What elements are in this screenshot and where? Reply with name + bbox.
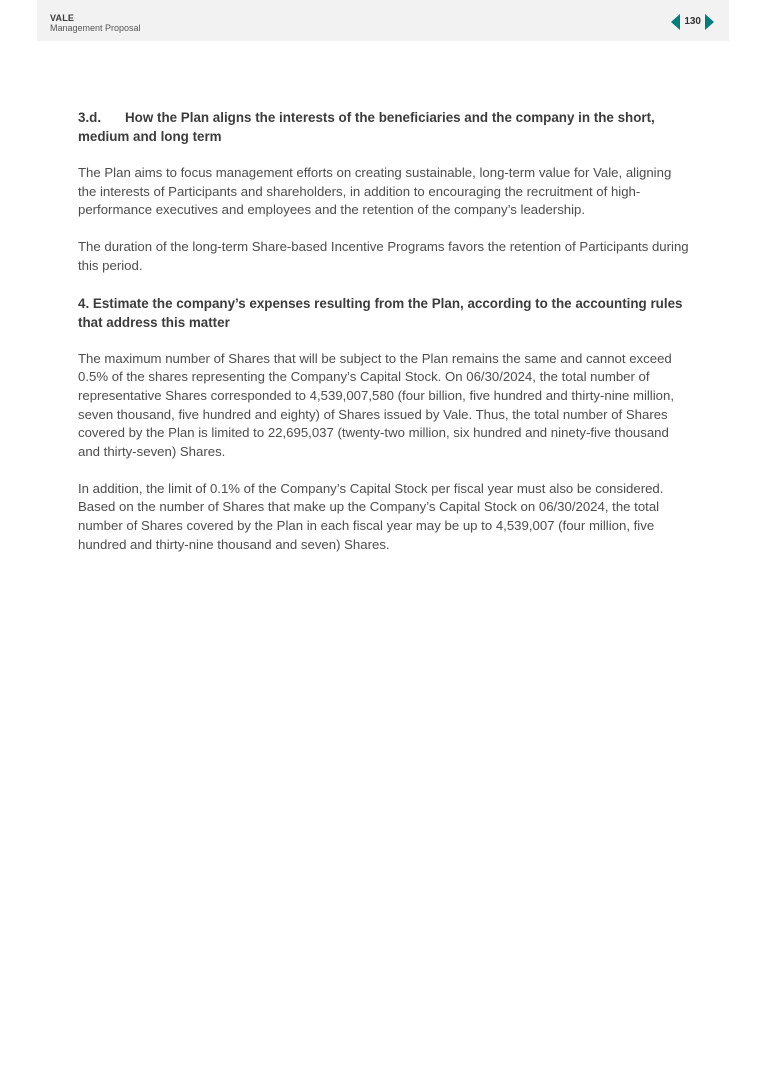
page-navigator (671, 14, 714, 30)
section-3d-title: How the Plan aligns the interests of the beneficiaries and the company in the short, medium and long term (78, 110, 655, 144)
paragraph: The Plan aims to focus management efforts on creating sustainable, long-term value for Vale, aligning the interests of Participants and shareholders, in addition to encouraging the recruitment of high-performance executives and employees and the retention of the company’s leadership. (78, 165, 672, 218)
paragraph: The duration of the long-term Share-based Incentive Programs favors the retention of Participants during this period. (78, 239, 689, 273)
brand-name: VALE (50, 13, 75, 23)
paragraph: The maximum number of Shares that will be subject to the Plan remains the same and cannot exceed 0.5% of the shares representing the Company’s Capital Stock. On 06/30/2024, the total number of representative Shares corresponded to 4,539,007,580 (four billion, five hundred and thirty-nine million, seven thousand, five hundred and eighty) of Shares issued by Vale. Thus, the total number of Shares covered by the Plan is limited to 22,695,037 (twenty-two million, six hundred and ninety-five thousand and thirty-seven) Shares. (78, 350, 674, 460)
next-page-icon[interactable] (705, 14, 714, 30)
page-header (37, 0, 729, 41)
previous-page-icon[interactable] (671, 14, 680, 30)
section-4-heading: 4. Estimate the company’s expenses resulting from the Plan, according to the accounting rules that address this matter (78, 295, 683, 330)
page-number: 130 (684, 16, 701, 27)
section-3d-number: 3.d. (78, 110, 102, 125)
document-body (78, 108, 690, 573)
document-subtitle: Management Proposal (50, 23, 141, 33)
paragraph: In addition, the limit of 0.1% of the Company’s Capital Stock per fiscal year must also be considered. Based on the number of Shares that make up the Company’s Capital Stock on 06/30/2024, the total number of Shares covered by the Plan in each fiscal year may be up to 4,539,007 (four million, five hundred and thirty-nine thousand and seven) Shares. (78, 480, 664, 552)
section-3d-heading (78, 108, 690, 146)
